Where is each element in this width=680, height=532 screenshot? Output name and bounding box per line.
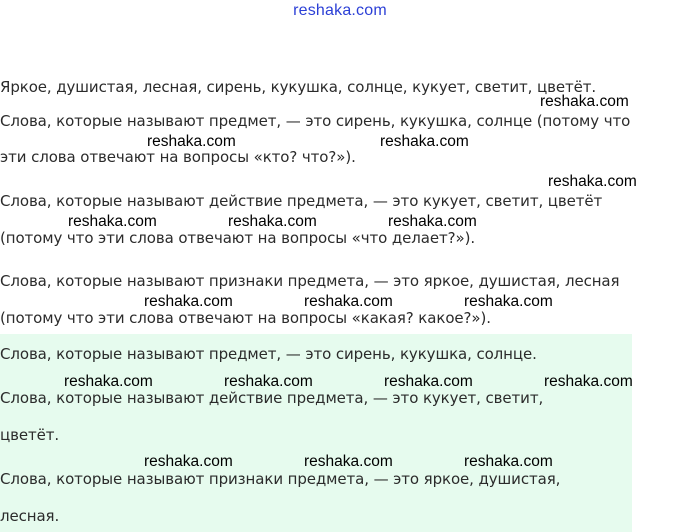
watermark: reshaka.com: [548, 173, 637, 190]
site-logo[interactable]: reshaka.com: [293, 2, 387, 19]
attr-line-1: Слова, которые называют признаки предмета, — это яркое, душистая, лесная: [0, 272, 620, 290]
answer-line-1: Слова, которые называют предмет, — это сирень, кукушка, солнце.: [0, 345, 537, 363]
action-line-2: (потому что эти слова отвечают на вопросы «что делает?»).: [0, 229, 476, 247]
watermark: reshaka.com: [68, 213, 157, 230]
watermark: reshaka.com: [464, 453, 553, 470]
watermark: reshaka.com: [144, 293, 233, 310]
watermark: reshaka.com: [147, 133, 236, 150]
answer-line-5: лесная.: [0, 507, 60, 525]
watermark: reshaka.com: [228, 213, 317, 230]
watermark: reshaka.com: [464, 293, 553, 310]
watermark: reshaka.com: [64, 373, 153, 390]
subject-line-1: Слова, которые называют предмет, — это сирень, кукушка, солнце (потому что: [0, 112, 631, 130]
subject-line-2: эти слова отвечают на вопросы «кто? что?»).: [0, 148, 356, 166]
attr-line-2: (потому что эти слова отвечают на вопросы «какая? какое?»).: [0, 309, 491, 327]
answer-line-3: цветёт.: [0, 426, 60, 444]
answer-line-2: Слова, которые называют действие предмета, — это кукует, светит,: [0, 389, 544, 407]
answer-line-4: Слова, которые называют признаки предмета, — это яркое, душистая,: [0, 470, 561, 488]
watermark: reshaka.com: [380, 133, 469, 150]
watermark: reshaka.com: [384, 373, 473, 390]
watermark: reshaka.com: [304, 453, 393, 470]
watermark: reshaka.com: [304, 293, 393, 310]
task-words-line: Яркое, душистая, лесная, сирень, кукушка, солнце, кукует, светит, цветёт.: [0, 78, 597, 96]
watermark: reshaka.com: [144, 453, 233, 470]
action-line-1: Слова, которые называют действие предмета, — это кукует, светит, цветёт: [0, 192, 603, 210]
watermark: reshaka.com: [544, 373, 633, 390]
watermark: reshaka.com: [224, 373, 313, 390]
watermark: reshaka.com: [388, 213, 477, 230]
watermark: reshaka.com: [540, 93, 629, 110]
